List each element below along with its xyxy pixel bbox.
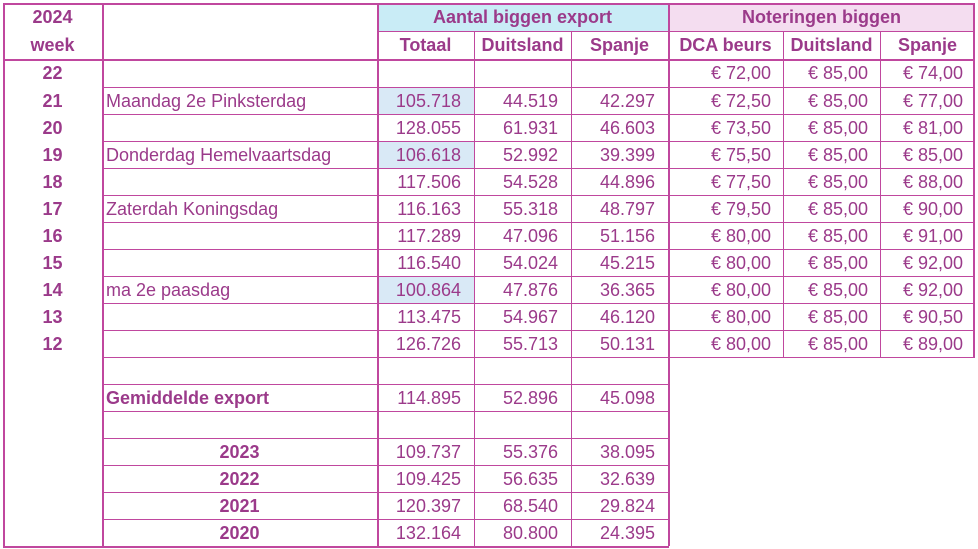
spanje-cell: 50.131 bbox=[599, 333, 655, 354]
year-totaal: 120.397 bbox=[395, 495, 461, 516]
note-cell bbox=[102, 303, 377, 330]
duitsland-price-cell: € 85,00 bbox=[807, 90, 868, 111]
week-cell: 18 bbox=[42, 171, 63, 192]
week-cell: 14 bbox=[42, 279, 63, 300]
price-group-header: Noteringen biggen bbox=[742, 7, 901, 27]
week-cell: 19 bbox=[42, 144, 63, 165]
dca-price-cell: € 72,50 bbox=[710, 90, 771, 111]
average-totaal: 114.895 bbox=[397, 387, 461, 408]
export-col-header: Spanje bbox=[589, 35, 650, 55]
row-line bbox=[102, 465, 668, 466]
year-duitsland: 68.540 bbox=[502, 495, 558, 516]
row-line bbox=[102, 249, 975, 250]
spanje-price-cell: € 81,00 bbox=[902, 117, 963, 138]
price-col-header: Spanje bbox=[897, 35, 958, 55]
week-cell: 21 bbox=[42, 90, 63, 111]
duitsland-price-cell: € 85,00 bbox=[807, 306, 868, 327]
spanje-price-cell: € 88,00 bbox=[902, 171, 963, 192]
duitsland-cell: 44.519 bbox=[502, 90, 558, 111]
spanje-cell: 39.399 bbox=[599, 144, 655, 165]
totaal-cell: 117.506 bbox=[397, 171, 461, 192]
row-line bbox=[102, 195, 975, 196]
note-cell bbox=[102, 222, 377, 249]
average-spanje: 45.098 bbox=[599, 387, 655, 408]
week-cell: 17 bbox=[42, 198, 63, 219]
week-cell: 16 bbox=[42, 225, 63, 246]
dca-price-cell: € 72,00 bbox=[710, 63, 771, 83]
spanje-price-cell: € 77,00 bbox=[902, 90, 963, 111]
note-cell: Donderdag Hemelvaartsdag bbox=[106, 144, 332, 165]
spanje-price-cell: € 74,00 bbox=[902, 63, 963, 83]
year-cell: 2022 bbox=[219, 468, 260, 489]
year-duitsland: 56.635 bbox=[502, 468, 558, 489]
week-cell: 13 bbox=[42, 306, 63, 327]
duitsland-price-cell: € 85,00 bbox=[807, 225, 868, 246]
col-line bbox=[571, 31, 572, 546]
header-sub-line bbox=[377, 31, 975, 32]
totaal-cell: 116.163 bbox=[397, 198, 461, 219]
year-spanje: 29.824 bbox=[599, 495, 655, 516]
dca-price-cell: € 80,00 bbox=[710, 279, 771, 300]
spanje-price-cell: € 91,00 bbox=[902, 225, 963, 246]
duitsland-cell bbox=[474, 59, 571, 87]
week-cell: 15 bbox=[42, 252, 63, 273]
col-line bbox=[783, 31, 784, 357]
dca-price-cell: € 75,50 bbox=[710, 144, 771, 165]
row-line bbox=[102, 330, 975, 331]
row-line bbox=[102, 519, 668, 520]
row-line bbox=[102, 114, 975, 115]
week-cell: 12 bbox=[42, 333, 63, 354]
year-cell: 2021 bbox=[219, 495, 260, 516]
col-line bbox=[668, 3, 670, 546]
year-cell: 2023 bbox=[219, 441, 260, 462]
price-col-header: Duitsland bbox=[790, 35, 873, 55]
totaal-cell: 116.540 bbox=[397, 252, 461, 273]
header-year: 2024 bbox=[32, 7, 73, 27]
year-spanje: 32.639 bbox=[599, 468, 655, 489]
duitsland-price-cell: € 85,00 bbox=[807, 333, 868, 354]
year-cell: 2020 bbox=[219, 522, 260, 543]
col-line bbox=[880, 31, 881, 357]
note-cell bbox=[102, 249, 377, 276]
note-cell bbox=[102, 114, 377, 141]
duitsland-cell: 61.931 bbox=[502, 117, 558, 138]
export-col-header: Totaal bbox=[399, 35, 452, 55]
spanje-cell: 48.797 bbox=[599, 198, 655, 219]
col-line bbox=[474, 31, 475, 546]
row-line bbox=[102, 438, 668, 439]
header-bottom-line bbox=[3, 59, 975, 61]
spanje-cell: 36.365 bbox=[599, 279, 655, 300]
spanje-cell: 42.297 bbox=[599, 90, 655, 111]
year-spanje: 38.095 bbox=[599, 441, 655, 462]
table-border-bottom bbox=[3, 546, 669, 548]
totaal-cell: 105.718 bbox=[377, 87, 474, 114]
note-cell bbox=[102, 59, 377, 87]
year-totaal: 132.164 bbox=[395, 522, 461, 543]
col-line bbox=[3, 3, 5, 546]
duitsland-cell: 55.318 bbox=[502, 198, 558, 219]
dca-price-cell: € 80,00 bbox=[710, 225, 771, 246]
row-line bbox=[102, 303, 975, 304]
header-week: week bbox=[30, 35, 75, 55]
week-cell: 20 bbox=[42, 117, 63, 138]
duitsland-price-cell: € 85,00 bbox=[807, 117, 868, 138]
duitsland-cell: 47.096 bbox=[502, 225, 558, 246]
price-col-header: DCA beurs bbox=[679, 35, 772, 55]
totaal-cell: 113.475 bbox=[397, 306, 461, 327]
spanje-price-cell: € 92,00 bbox=[902, 252, 963, 273]
totaal-cell: 128.055 bbox=[395, 117, 461, 138]
row-line bbox=[102, 222, 975, 223]
row-line bbox=[102, 276, 975, 277]
table-border-top bbox=[3, 3, 975, 5]
duitsland-cell: 54.528 bbox=[502, 171, 558, 192]
row-line bbox=[102, 384, 668, 385]
duitsland-cell: 54.024 bbox=[502, 252, 558, 273]
row-line bbox=[102, 411, 668, 412]
year-duitsland: 55.376 bbox=[502, 441, 558, 462]
duitsland-price-cell: € 85,00 bbox=[807, 144, 868, 165]
row-line bbox=[102, 87, 975, 88]
duitsland-price-cell: € 85,00 bbox=[807, 171, 868, 192]
spanje-cell: 45.215 bbox=[599, 252, 655, 273]
dca-price-cell: € 73,50 bbox=[710, 117, 771, 138]
totaal-cell bbox=[377, 59, 474, 87]
dca-price-cell: € 79,50 bbox=[710, 198, 771, 219]
note-cell bbox=[102, 168, 377, 195]
spanje-price-cell: € 92,00 bbox=[902, 279, 963, 300]
spanje-cell bbox=[571, 59, 668, 87]
dca-price-cell: € 80,00 bbox=[710, 306, 771, 327]
col-line bbox=[973, 3, 975, 357]
note-cell: Maandag 2e Pinksterdag bbox=[106, 90, 307, 111]
note-cell: Zaterdah Koningsdag bbox=[106, 198, 279, 219]
note-cell bbox=[102, 330, 377, 357]
spanje-cell: 46.603 bbox=[599, 117, 655, 138]
totaal-cell: 117.289 bbox=[397, 225, 461, 246]
year-spanje: 24.395 bbox=[599, 522, 655, 543]
average-duitsland: 52.896 bbox=[502, 387, 558, 408]
row-line bbox=[102, 141, 975, 142]
spanje-cell: 51.156 bbox=[599, 225, 655, 246]
year-totaal: 109.737 bbox=[395, 441, 461, 462]
week-cell: 22 bbox=[42, 63, 63, 83]
duitsland-cell: 54.967 bbox=[502, 306, 558, 327]
duitsland-cell: 55.713 bbox=[502, 333, 558, 354]
totaal-cell: 100.864 bbox=[377, 276, 474, 303]
col-line bbox=[102, 3, 104, 546]
totaal-cell: 106.618 bbox=[377, 141, 474, 168]
dca-price-cell: € 80,00 bbox=[710, 333, 771, 354]
totaal-cell: 126.726 bbox=[395, 333, 461, 354]
duitsland-cell: 47.876 bbox=[502, 279, 558, 300]
col-line bbox=[377, 3, 379, 546]
duitsland-price-cell: € 85,00 bbox=[807, 279, 868, 300]
spanje-cell: 44.896 bbox=[599, 171, 655, 192]
row-line bbox=[102, 357, 975, 358]
export-group-header: Aantal biggen export bbox=[432, 7, 612, 27]
row-line bbox=[102, 168, 975, 169]
spanje-price-cell: € 90,50 bbox=[902, 306, 963, 327]
spanje-price-cell: € 90,00 bbox=[902, 198, 963, 219]
note-cell: ma 2e paasdag bbox=[106, 279, 231, 300]
duitsland-price-cell: € 85,00 bbox=[807, 63, 868, 83]
row-line bbox=[102, 492, 668, 493]
spanje-price-cell: € 85,00 bbox=[902, 144, 963, 165]
export-col-header: Duitsland bbox=[481, 35, 564, 55]
year-totaal: 109.425 bbox=[395, 468, 461, 489]
duitsland-price-cell: € 85,00 bbox=[807, 252, 868, 273]
spanje-cell: 46.120 bbox=[599, 306, 655, 327]
dca-price-cell: € 80,00 bbox=[710, 252, 771, 273]
year-duitsland: 80.800 bbox=[502, 522, 558, 543]
average-label: Gemiddelde export bbox=[106, 387, 270, 408]
dca-price-cell: € 77,50 bbox=[710, 171, 771, 192]
spanje-price-cell: € 89,00 bbox=[902, 333, 963, 354]
duitsland-cell: 52.992 bbox=[502, 144, 558, 165]
duitsland-price-cell: € 85,00 bbox=[807, 198, 868, 219]
